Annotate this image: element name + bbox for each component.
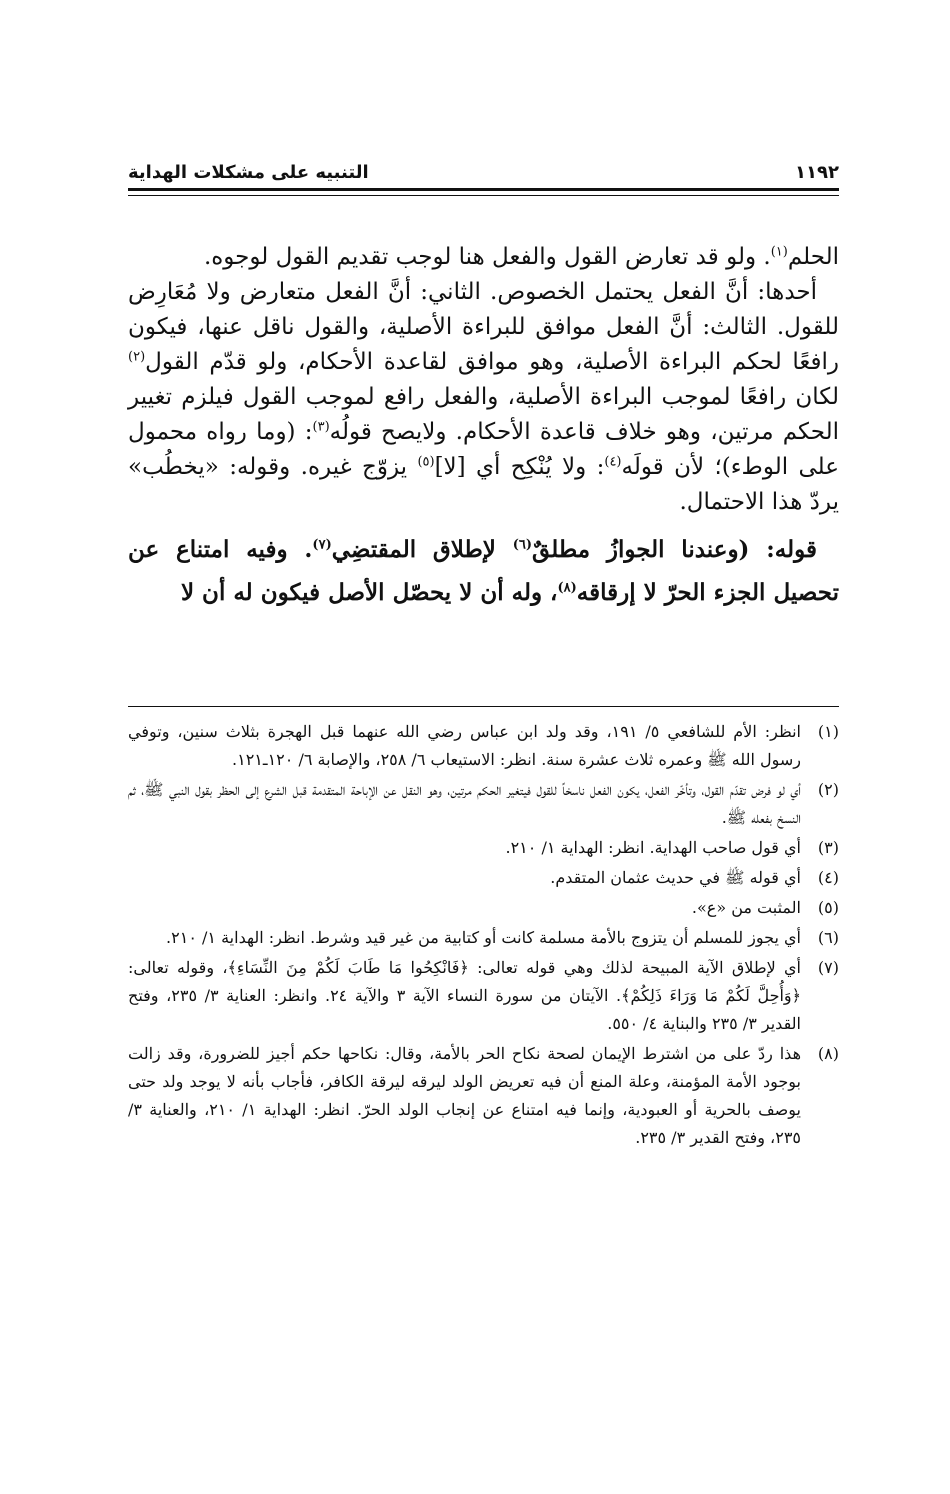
text-run: ، وله أن لا يحصّل الأصل فيكون له أن لا xyxy=(180,579,558,606)
footnote-reference[interactable]: (٤) xyxy=(604,454,622,470)
text-run: : (وما رواه محمول على الوطء)؛ لأن قولَه xyxy=(128,419,839,480)
text-run: . وفيه امتناع عن تحصيل الجزء الحرّ لا إرقاقه xyxy=(128,536,839,606)
footnote-text: أي لو فرض تقدّم القول، وتأخّر الفعل، يكون الفعل ناسخاً للقول فيتغير الحكم مرتين، وهو النقل عن الإباحة المتقدمة قبل الشرع إلى الحظر بقول النبي ﷺ، ثم النسخ بفعله ﷺ. xyxy=(128,780,801,827)
footnote-number: (٦) xyxy=(817,928,839,947)
text-run: لكان رافعًا لموجب البراءة الأصلية، والفعل رافع لموجب القول فيلزم تغيير الحكم مرتين، وهو خلاف قاعدة الأحكام. ولايصح قولُه xyxy=(128,384,839,445)
footnote-number: (٥) xyxy=(817,898,839,917)
footnote-text: أي قول صاحب الهداية. انظر: الهداية ١/ ٢١٠. xyxy=(505,838,801,857)
footnote-number: (٣) xyxy=(817,838,839,857)
paragraph-2 xyxy=(128,275,839,520)
footnote-number: (١) xyxy=(817,722,839,741)
footnote-text: أي قوله ﷺ في حديث عثمان المتقدم. xyxy=(550,868,801,887)
footnote-text: انظر: الأم للشافعي ٥/ ١٩١، وقد ولد ابن عباس رضي الله عنهما قبل الهجرة بثلاث سنين، وتوفي رسول الله ﷺ وعمره ثلاث عشرة سنة. انظر: الاستيعاب ٦/ ٢٥٨، والإصابة ٦/ ١٢٠ـ١٢١. xyxy=(128,722,801,769)
header-rule-thick xyxy=(128,188,839,191)
footnotes-section xyxy=(128,718,839,1154)
footnote-4 xyxy=(128,864,839,892)
footnote-reference[interactable]: (٧) xyxy=(312,537,332,553)
footnote-text: المثبت من «ع». xyxy=(691,898,801,917)
footnote-2 xyxy=(128,776,839,832)
footnote-3 xyxy=(128,834,839,862)
text-run: أحدها: أنَّ الفعل يحتمل الخصوص. الثاني: أنَّ الفعل متعارض ولا مُعَارِض للقول. الثالث: أنَّ الفعل موافق للبراءة الأصلية، والقول ناقل عنها، فيكون رافعًا لحكم البراءة الأصلية، وهو موافق لقاعدة الأحكام، ولو قدّم القول xyxy=(128,279,839,375)
footnote-5 xyxy=(128,894,839,922)
footnote-6 xyxy=(128,924,839,952)
text-run: الحلم xyxy=(787,244,839,270)
text-run: : ولا يُنْكِح أي [لا] xyxy=(434,454,605,480)
footnote-1 xyxy=(128,718,839,774)
footnote-separator xyxy=(128,706,839,707)
footnote-number: (٤) xyxy=(817,868,839,887)
footnote-number: (٢) xyxy=(817,780,839,799)
footnote-number: (٧) xyxy=(817,958,839,977)
header-rule-thin xyxy=(128,195,839,196)
commentary-quote-paragraph xyxy=(128,528,839,614)
footnote-reference[interactable]: (٨) xyxy=(557,580,577,596)
main-text xyxy=(128,240,839,614)
text-run: يزوّج غيره. وقوله: «يخطُب» يردّ هذا الاحتمال. xyxy=(128,454,839,515)
footnote-reference[interactable]: (٣) xyxy=(312,419,330,435)
footnote-text: هذا ردّ على من اشترط الإيمان لصحة نكاح الحر بالأمة، وقال: نكاحها حكم أجيز للضرورة، وقد زالت بوجود الأمة المؤمنة، وعلة المنع أن فيه تعريض الولد ليرقه ليرقة الكافر، فأجاب بأنه لا يوجد ولد حتى يوصف بالحرية أو العبودية، وإنما فيه امتناع عن إنجاب الولد الحرّ. انظر: الهداية ١/ ٢١٠، والعناية ٣/ ٢٣٥، وفتح القدير ٣/ ٢٣٥. xyxy=(128,1044,801,1147)
paragraph-1 xyxy=(128,240,839,275)
footnote-text: أي لإطلاق الآية المبيحة لذلك وهي قوله تعالى: ﴿فَانْكِحُوا مَا طَابَ لَكُمْ مِنَ النِّسَاءِ﴾، وقوله تعالى: ﴿وَأُحِلَّ لَكُمْ مَا وَرَاءَ ذَلِكُمْ﴾. الآيتان من سورة النساء الآية ٣ والآية ٢٤. وانظر: العناية ٣/ ٢٣٥، وفتح القدير ٣/ ٢٣٥ والبناية ٤/ ٥٥٠. xyxy=(128,958,802,1033)
footnote-reference[interactable]: (١) xyxy=(770,244,788,260)
book-title: التنبيه على مشكلات الهداية xyxy=(128,162,369,183)
footnote-reference[interactable]: (٥) xyxy=(417,454,435,470)
text-run: قوله: (وعندنا الجوازُ مطلقٌ xyxy=(532,536,817,563)
footnote-reference[interactable]: (٦) xyxy=(512,537,533,553)
footnote-8 xyxy=(128,1040,839,1152)
text-run: لإطلاق المقتضِي xyxy=(331,536,513,563)
footnote-7 xyxy=(128,954,839,1038)
footnote-text: أي يجوز للمسلم أن يتزوج بالأمة مسلمة كانت أو كتابية من غير قيد وشرط. انظر: الهداية ١/ ٢١٠. xyxy=(166,928,801,947)
running-header xyxy=(128,155,839,183)
footnote-number: (٨) xyxy=(817,1044,839,1063)
footnote-reference[interactable]: (٢) xyxy=(128,349,146,365)
page-number: ١١٩٢ xyxy=(795,162,839,183)
text-run: . ولو قد تعارض القول والفعل هنا لوجب تقديم القول لوجوه. xyxy=(203,244,771,270)
